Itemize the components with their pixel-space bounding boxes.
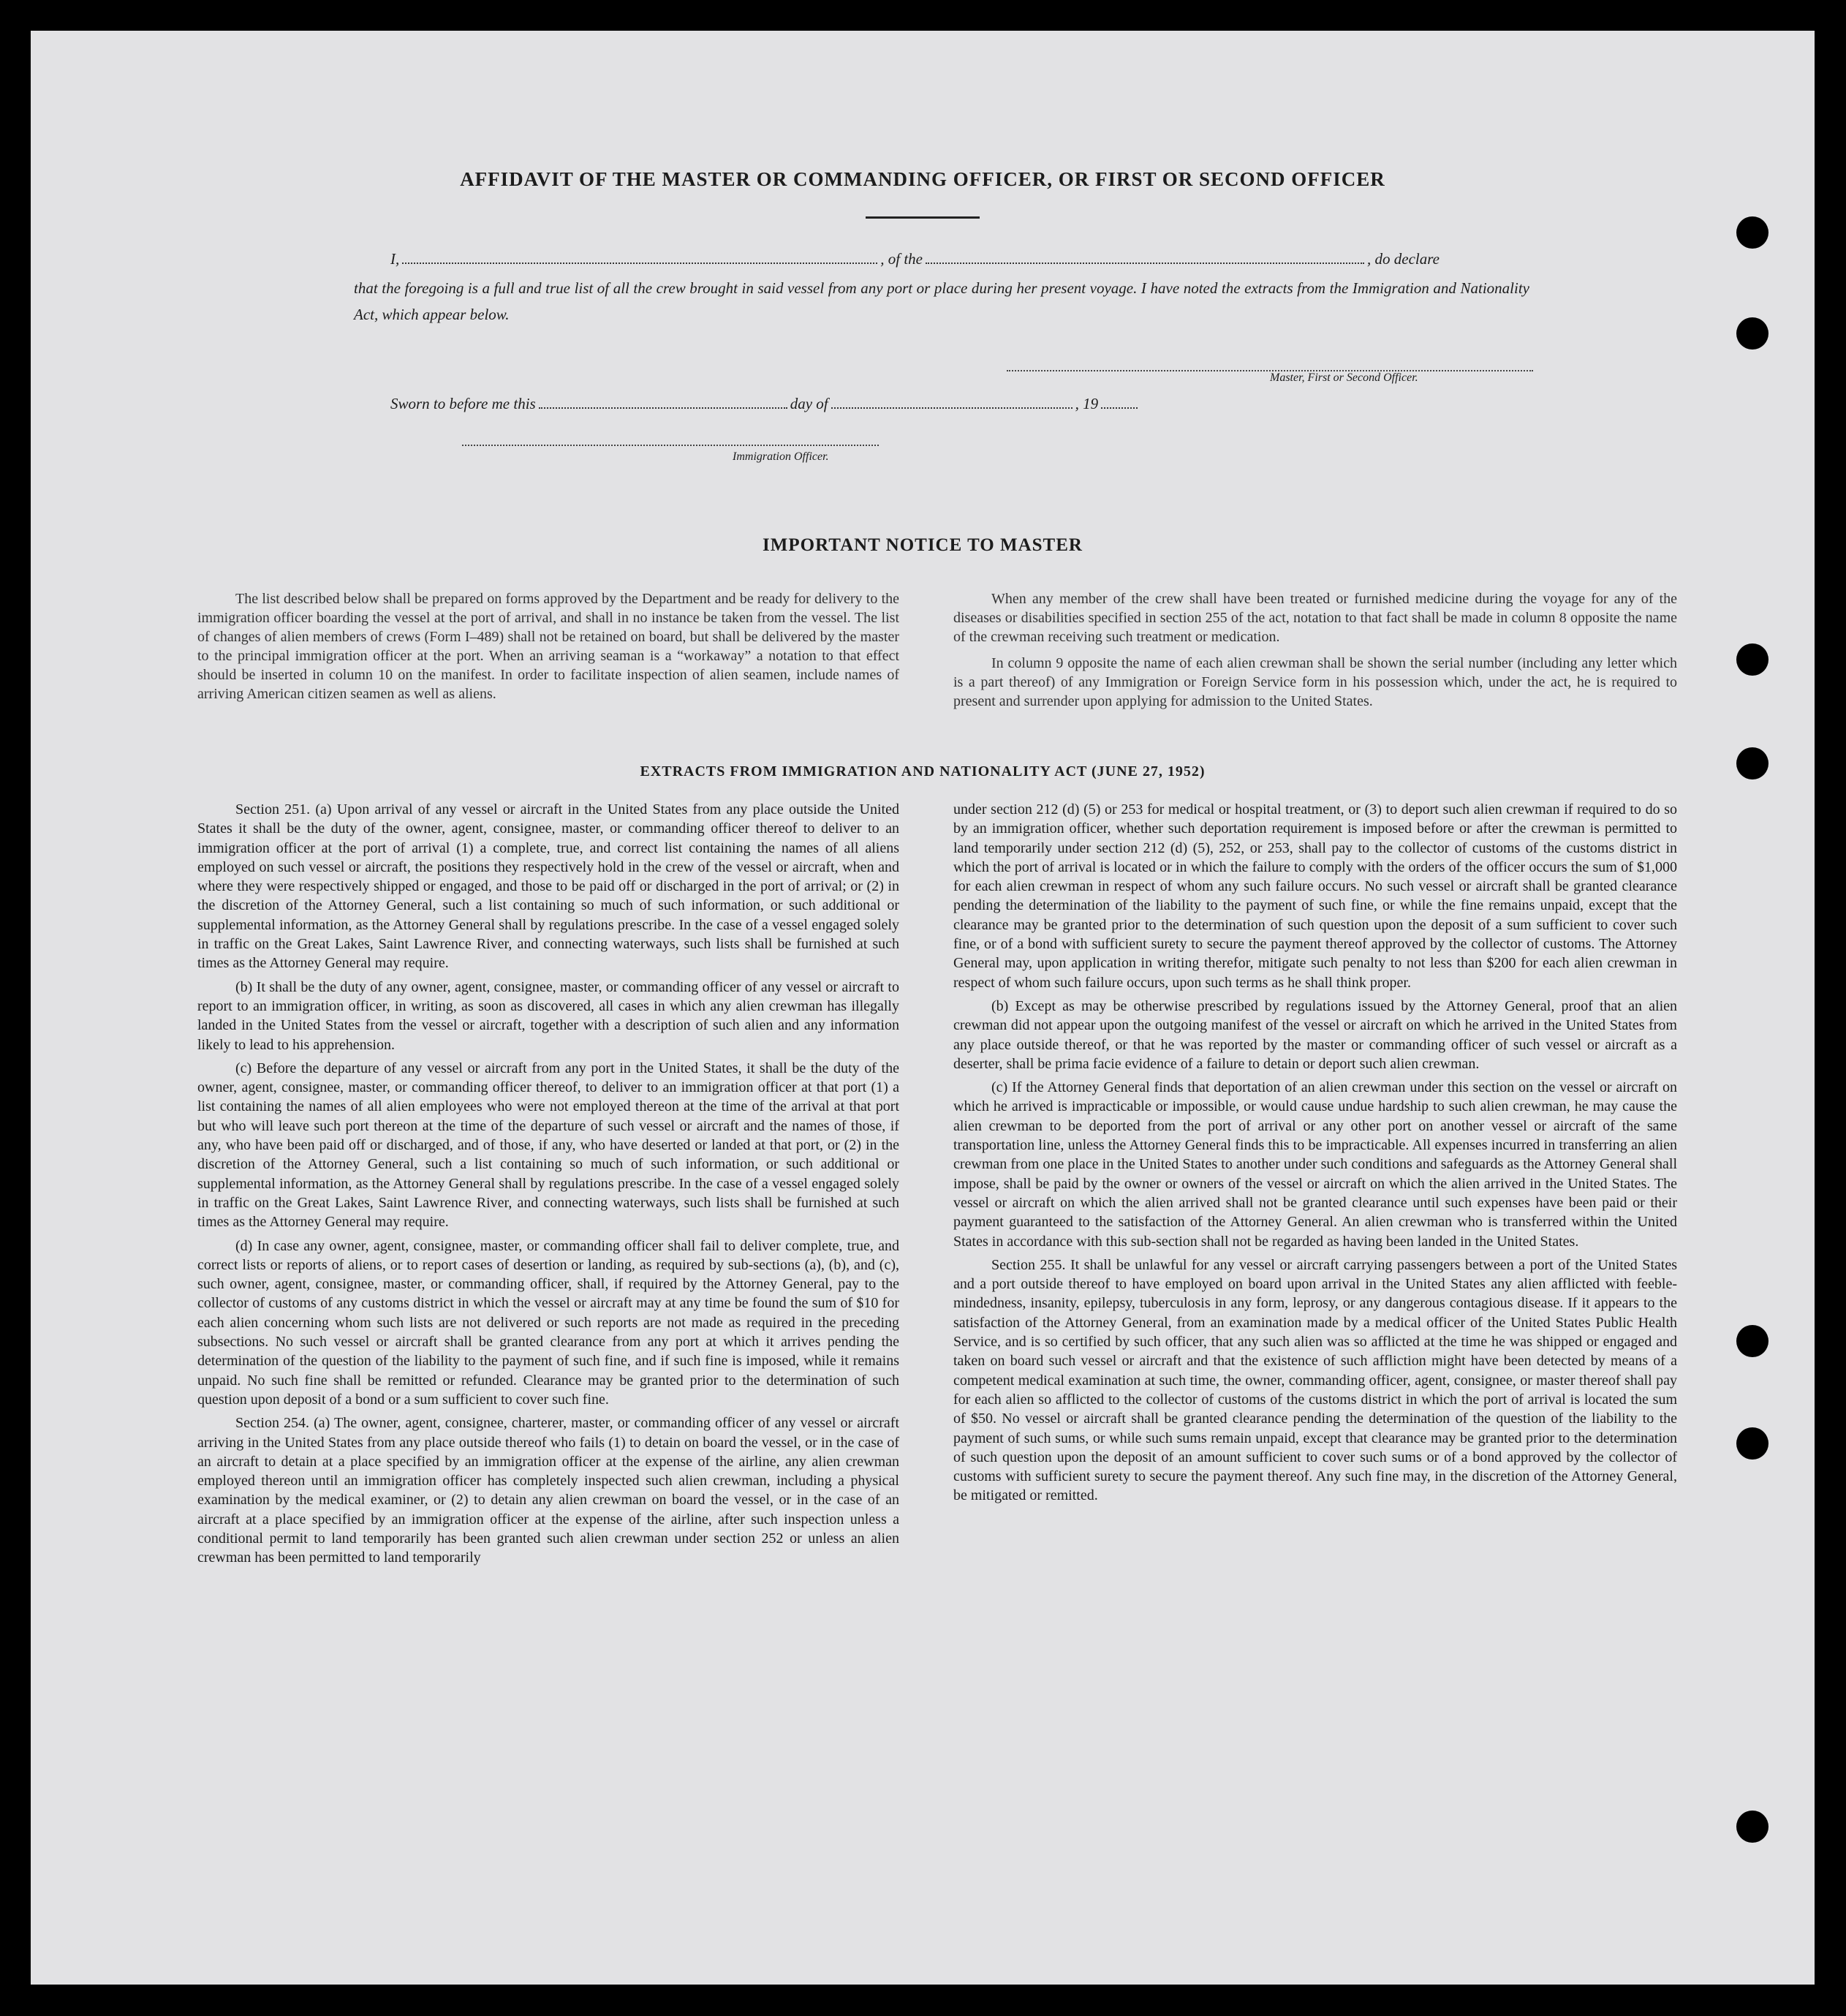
section-251a: Section 251. (a) Upon arrival of any vessel or aircraft in the United States from any place outside the United States it shall be the duty of the owner, agent, consignee, master, or commanding officer thereof to deliver to an immigration officer at the port of arrival (1) a complete, true, and correct list containing the names of all aliens employed on such vessel or aircraft, the positions they respectively hold in the crew of the vessel or aircraft, when and where they were respectively shipped or engaged, and those to be paid off or discharged in the port of arrival; or (2) in the discretion of the Attorney General, such a list containing so much of such information, or such additional or supplemental information, as the Attorney General shall by regulations prescribe. In the case of a vessel engaged solely in traffic on the Great Lakes, Saint Lawrence River, and connecting waterways, such lists shall be furnished at such times as the Attorney General may require. bbox=[197, 801, 899, 972]
affidavit-title: AFFIDAVIT OF THE MASTER OR COMMANDING OFFICER, OR FIRST OR SECOND OFFICER bbox=[460, 168, 1385, 190]
punch-hole bbox=[1736, 1811, 1769, 1843]
officer-signature-line[interactable] bbox=[462, 443, 879, 446]
month-blank[interactable] bbox=[831, 399, 1073, 409]
day-of-label: day of bbox=[790, 395, 828, 412]
extracts-right-column bbox=[953, 800, 1677, 1510]
year-label: , 19 bbox=[1075, 395, 1099, 412]
name-blank[interactable] bbox=[402, 254, 877, 264]
section-254a-continued: under section 212 (d) (5) or 253 for medical or hospital treatment, or (3) to deport such alien crewman if required to do so by an immigration officer, whether such deportation requirement is imposed before or after the crewman is permitted to land temporarily under section 212 (d) (5), 252, or 253, shall pay to the collector of customs of the customs district in which the port of arrival is located or in which the failure to comply with the orders of the officer occurs the sum of $1,000 for each alien crewman in respect of whom any such failure occurs. No such vessel or aircraft shall be granted clearance pending the determination of the liability to the payment of such fine, or while the fine remains unpaid, except that the clearance may be granted prior to the determination of such question upon the deposit of a sum sufficient to cover such fine, or of a bond with sufficient surety to secure the payment thereof approved by the collector of customs. The Attorney General may, upon application in writing therefor, mitigate such penalty to not less than $200 for each alien crewman in respect of whom such failure occurs, upon such terms as he shall think proper. bbox=[953, 801, 1677, 991]
sworn-line bbox=[390, 395, 1140, 413]
notice-left-column bbox=[197, 589, 899, 708]
master-signature-caption: Master, First or Second Officer. bbox=[1270, 371, 1418, 384]
of-the-label: , of the bbox=[880, 250, 923, 268]
sworn-label: Sworn to before me this bbox=[390, 395, 536, 412]
vessel-blank[interactable] bbox=[926, 254, 1364, 264]
notice-right-paragraph-2: In column 9 opposite the name of each alien crewman shall be shown the serial number (including any letter which is a part thereof) of any Immigration or Foreign Service form in his possession which, under the act, he is required to present and surrender upon applying for admission to the United States. bbox=[953, 655, 1677, 709]
punch-hole bbox=[1736, 747, 1769, 779]
punch-hole bbox=[1736, 216, 1769, 249]
punch-hole bbox=[1736, 643, 1769, 676]
notice-right-paragraph-1: When any member of the crew shall have been treated or furnished medicine during the voyage for any of the diseases or disabilities specified in section 255 of the act, notation to that fact shall be made in column 8 opposite the name of the crewman receiving such treatment or medication. bbox=[953, 591, 1677, 645]
declare-label: , do declare bbox=[1367, 250, 1440, 268]
declaration-line bbox=[390, 250, 1440, 268]
notice-left-paragraph: The list described below shall be prepared on forms approved by the Department and be ready for delivery to the immigration officer boarding the vessel at the port of arrival, and shall in no instance be taken from the vessel. The list of changes of alien members of crews (Form I–489) shall not be retained on board, but shall be delivered by the master to the principal immigration officer at the port. When an arriving seaman is a “workaway” a notation to that effect should be inserted in column 10 on the manifest. In order to facilitate inspection of alien seamen, include names of arriving American citizen seamen as well as aliens. bbox=[197, 591, 899, 702]
notice-right-column bbox=[953, 589, 1677, 715]
punch-hole bbox=[1736, 1427, 1769, 1460]
section-251d: (d) In case any owner, agent, consignee, master, or commanding officer shall fail to deliver complete, true, and correct lists or reports of aliens, or to report cases of desertion or landing, as required by sub-sections (a), (b), and (c), such owner, agent, consignee, master, or commanding officer, shall, if required by the Attorney General, pay to the collector of customs of any customs district in which the vessel or aircraft may at any time be found the sum of $10 for each alien concerning whom such lists are not delivered or such reports are not made as required in the preceding subsections. No such vessel or aircraft shall be granted clearance from any port at which it arrives pending the determination of the question of the liability to the payment of such fine, and if such fine is imposed, while it remains unpaid. No such fine shall be remitted or refunded. Clearance may be granted prior to the determination of such question upon deposit of a bond or a sum sufficient to cover such fine. bbox=[197, 1237, 899, 1408]
extracts-left-column bbox=[197, 800, 899, 1572]
notice-title: IMPORTANT NOTICE TO MASTER bbox=[763, 535, 1083, 555]
title-underline bbox=[866, 216, 980, 219]
section-251b: (b) It shall be the duty of any owner, agent, consignee, master, or commanding officer of any vessel or aircraft to report to an immigration officer, in writing, as soon as discovered, all cases in which any alien crewman has illegally landed in the United States from the vessel or aircraft, together with a description of such alien and any information likely to lead to his apprehension. bbox=[197, 978, 899, 1053]
section-254a: Section 254. (a) The owner, agent, consignee, charterer, master, or commanding officer of any vessel or aircraft arriving in the United States from any place outside thereof who fails (1) to detain on board the vessel, or in the case of an aircraft to detain at a place specified by an immigration officer at the expense of the airline, any alien crewman employed thereon until an immigration officer has completely inspected such alien crewman, including a physical examination by the medical examiner, or (2) to detain any alien crewman on board the vessel, or in the case of an aircraft at a place specified by an immigration officer at the expense of the airline, after such inspection unless a conditional permit to land temporarily has been granted such alien crewman under section 252 or unless an alien crewman has been permitted to land temporarily bbox=[197, 1415, 899, 1566]
document-page bbox=[31, 31, 1815, 1985]
punch-hole bbox=[1736, 317, 1769, 350]
section-254b: (b) Except as may be otherwise prescribed by regulations issued by the Attorney General, proof that an alien crewman did not appear upon the outgoing manifest of the vessel or aircraft on which he arrived in the United States from any place outside thereof, or that he was reported by the master or commanding officer of such vessel or aircraft as a deserter, shall be prima facie evidence of a failure to detain or deport such alien crewman. bbox=[953, 997, 1677, 1072]
section-251c: (c) Before the departure of any vessel or aircraft from any port in the United States, it shall be the duty of the owner, agent, consignee, master, or commanding officer thereof, to deliver to an immigration officer at that port (1) a list containing the names of all alien employees who were not employed thereon at the time of the arrival at that port but who will leave such port thereon at the time of the departure of such vessel or aircraft and the names of those, if any, who have been paid off or discharged, and of those, if any, who have deserted or landed at that port, or (2) in the discretion of the Attorney General, such a list containing so much of such information, or such additional or supplemental information, as the Attorney General shall by regulations prescribe. In the case of a vessel engaged solely in traffic on the Great Lakes, Saint Lawrence River, and connecting waterways, such lists shall be furnished at such times as the Attorney General may require. bbox=[197, 1060, 899, 1231]
officer-signature-caption: Immigration Officer. bbox=[733, 450, 829, 463]
declaration-statement: that the foregoing is a full and true list of all the crew brought in said vessel from any port or place during her present voyage. I have noted the extracts from the Immigration and Nationality Act, which appear below. bbox=[354, 279, 1529, 323]
punch-hole bbox=[1736, 1325, 1769, 1357]
i-label: I, bbox=[390, 250, 400, 268]
section-255: Section 255. It shall be unlawful for any vessel or aircraft carrying passengers between a port of the United States and a port outside thereof to have employed on board upon arrival in the United States any alien afflicted with feeble-mindedness, insanity, epilepsy, tuberculosis in any form, leprosy, or any dangerous contagious disease. If it appears to the satisfaction of the Attorney General, from an examination made by a medical officer of the United States Public Health Service, and is so certified by such officer, that any such alien was so afflicted at the time he was shipped or engaged and taken on board such vessel or aircraft and that the existence of such affliction might have been detected by means of a competent medical examination at such time, the owner, commanding officer, agent, consignee, or master thereof shall pay for each alien so afflicted to the collector of customs of the customs district in which the port of arrival is located the sum of $50. No vessel or aircraft shall be granted clearance pending the determination of the question of the liability to the payment of such sums, or while such sums remain unpaid, except that clearance may be granted prior to the determination of such question upon the deposit of an amount sufficient to cover such sums or of a bond approved by the collector of customs with sufficient surety to secure the payment thereof. Any such fine may, in the discretion of the Attorney General, be mitigated or remitted. bbox=[953, 1256, 1677, 1504]
section-254c: (c) If the Attorney General finds that deportation of an alien crewman under this section on the vessel or aircraft on which he arrived is impracticable or impossible, or would cause undue hardship to such alien crewman, he may cause the alien crewman to be deported from the port of arrival or any other port on another vessel or aircraft of the same transportation line, unless the Attorney General finds this to be impracticable. All expenses incurred in transferring an alien crewman from one place in the United States to another under such conditions and safeguards as the Attorney General shall impose, shall be paid by the owner or owners of the vessel or aircraft on which the alien arrived in the United States. The vessel or aircraft on which the alien arrived shall not be granted clearance until such expenses have been paid or their payment guaranteed to the satisfaction of the Attorney General. An alien crewman who is transferred within the United States in accordance with this sub-section shall not be regarded as having been landed in the United States. bbox=[953, 1079, 1677, 1250]
extracts-title: EXTRACTS FROM IMMIGRATION AND NATIONALITY ACT (JUNE 27, 1952) bbox=[640, 763, 1206, 779]
day-blank[interactable] bbox=[539, 399, 787, 409]
year-blank[interactable] bbox=[1101, 399, 1138, 409]
